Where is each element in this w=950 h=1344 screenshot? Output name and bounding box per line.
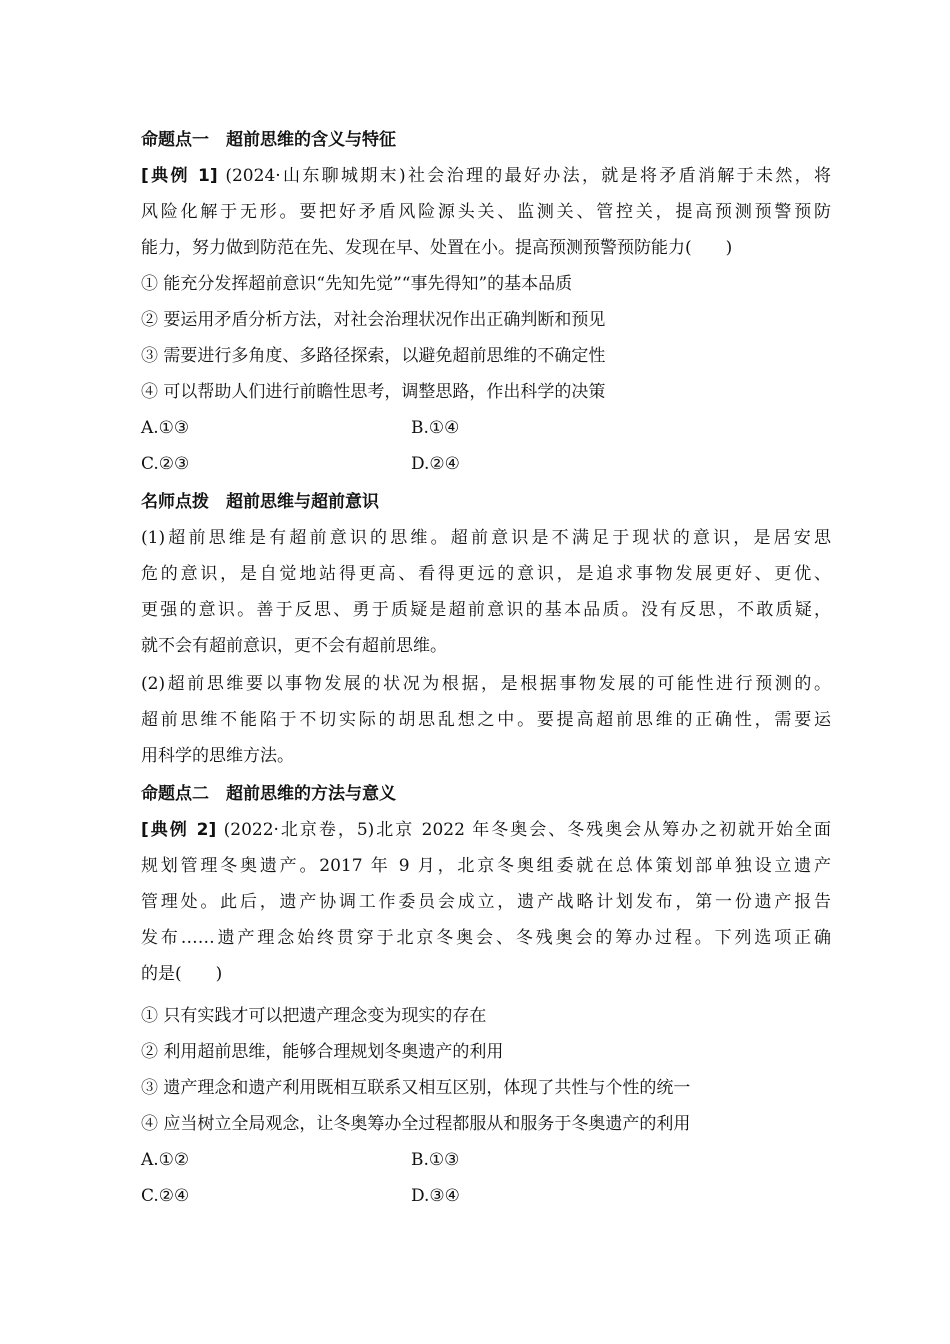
tips-line-7: 用科学的思维方法。 — [141, 746, 294, 766]
example1-options-row-1 — [141, 416, 831, 440]
example2-line-2: 规划管理冬奥遗产。2017 年 9 月，北京冬奥组委就在总体策划部单独设立遗产 — [141, 856, 831, 876]
example2-option-b: B.①③ — [411, 1150, 460, 1170]
example1-option-d: D.②④ — [411, 454, 460, 474]
example2-line-4: 发布……遗产理念始终贯穿于北京冬奥会、冬残奥会的筹办过程。下列选项正确 — [141, 928, 831, 948]
example1-option-a: A.①③ — [141, 418, 190, 438]
example2-line-5: 的是( ) — [141, 964, 223, 984]
example2-option-c: C.②④ — [141, 1186, 190, 1206]
example1-option-c: C.②③ — [141, 454, 190, 474]
example1-statement-4: ④ 可以帮助人们进行前瞻性思考，调整思路，作出科学的决策 — [141, 382, 606, 402]
example2-statement-1: ① 只有实践才可以把遗产理念变为现实的存在 — [141, 1006, 487, 1026]
tips-line-6: 超前思维不能陷于不切实际的胡思乱想之中。要提高超前思维的正确性，需要运 — [141, 710, 831, 730]
section2-heading: 命题点二 超前思维的方法与意义 — [141, 784, 396, 804]
tips-line-5: (2)超前思维要以事物发展的状况为根据，是根据事物发展的可能性进行预测的。 — [141, 674, 831, 694]
example2-option-d: D.③④ — [411, 1186, 460, 1206]
example2-options-row-1 — [141, 1148, 831, 1172]
example2-tag: [典例 2] — [141, 820, 217, 840]
example2-options-row-2 — [141, 1184, 831, 1208]
example2-line-1: [典例 2] (2022·北京卷，5)北京 2022 年冬奥会、冬残奥会从筹办之初就开始全面 — [141, 820, 831, 840]
example2-statement-4: ④ 应当树立全局观念，让冬奥筹办全过程都服从和服务于冬奥遗产的利用 — [141, 1114, 691, 1134]
example1-statement-2: ② 要运用矛盾分析方法，对社会治理状况作出正确判断和预见 — [141, 310, 606, 330]
example1-statement-1: ① 能充分发挥超前意识“先知先觉”“事先得知”的基本品质 — [141, 274, 573, 294]
example1-tag: [典例 1] — [141, 166, 218, 186]
example1-options-row-2 — [141, 452, 831, 476]
tips-line-3: 更强的意识。善于反思、勇于质疑是超前意识的基本品质。没有反思，不敢质疑， — [141, 600, 831, 620]
example2-statement-3: ③ 遗产理念和遗产利用既相互联系又相互区别，体现了共性与个性的统一 — [141, 1078, 691, 1098]
example2-option-a: A.①② — [141, 1150, 190, 1170]
tips-line-4: 就不会有超前意识，更不会有超前思维。 — [141, 636, 447, 656]
example1-line-2: 风险化解于无形。要把好矛盾风险源头关、监测关、管控关，提高预测预警预防 — [141, 202, 831, 222]
example1-line-1: [典例 1] (2024·山东聊城期末)社会治理的最好办法，就是将矛盾消解于未然，将 — [141, 166, 831, 186]
section1-heading: 命题点一 超前思维的含义与特征 — [141, 130, 396, 150]
example2-line-3: 管理处。此后，遗产协调工作委员会成立，遗产战略计划发布，第一份遗产报告 — [141, 892, 831, 912]
example2-statement-2: ② 利用超前思维，能够合理规划冬奥遗产的利用 — [141, 1042, 504, 1062]
tips-heading: 名师点拨 超前思维与超前意识 — [141, 492, 379, 512]
example1-statement-3: ③ 需要进行多角度、多路径探索，以避免超前思维的不确定性 — [141, 346, 606, 366]
example1-line-3: 能力，努力做到防范在先、发现在早、处置在小。提高预测预警预防能力( ) — [141, 238, 733, 258]
tips-line-2: 危的意识，是自觉地站得更高、看得更远的意识，是追求事物发展更好、更优、 — [141, 564, 831, 584]
tips-line-1: (1)超前思维是有超前意识的思维。超前意识是不满足于现状的意识，是居安思 — [141, 528, 831, 548]
example1-option-b: B.①④ — [411, 418, 460, 438]
